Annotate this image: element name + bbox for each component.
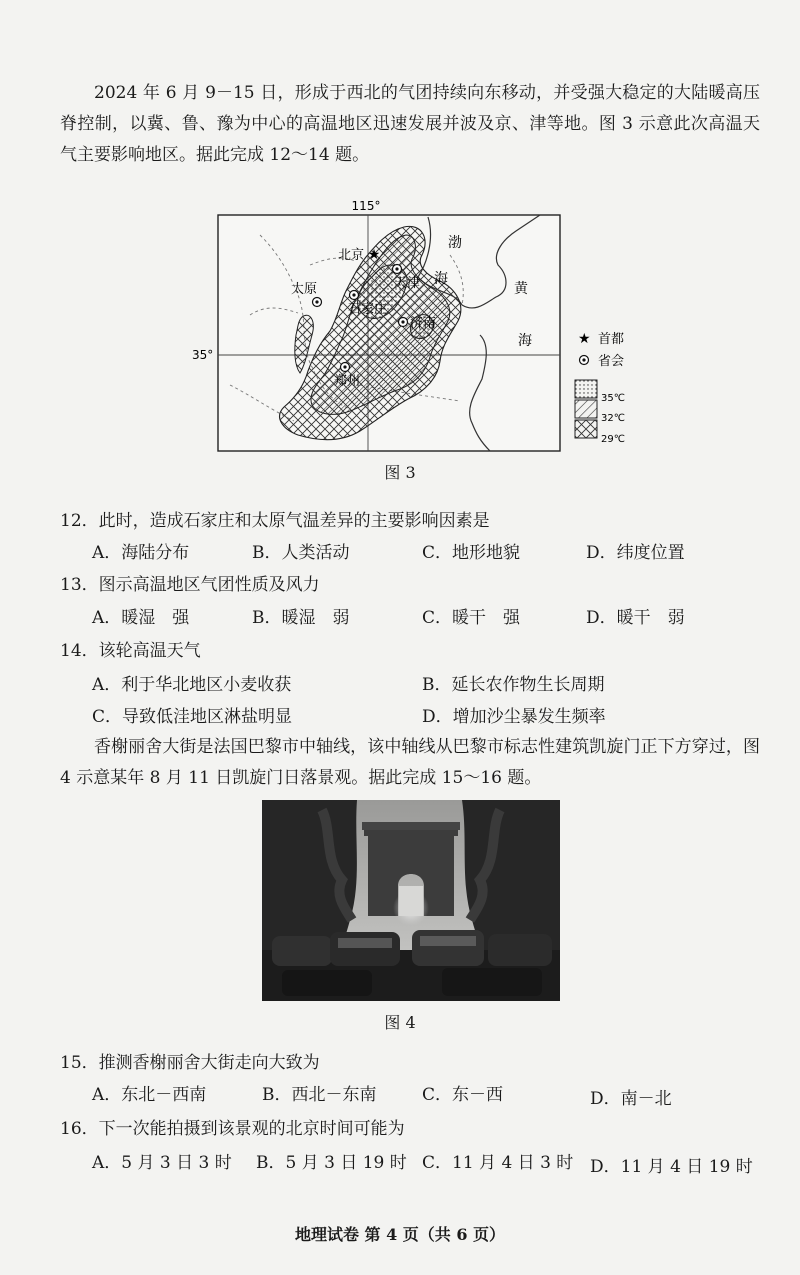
sea-huanghai-2: 海 [518,333,532,349]
province-capital-zhengzhou [341,363,350,372]
legend-32c: 32℃ [601,413,625,424]
place-beijing: 北京 [338,248,365,263]
q12-option-b: B．人类活动 [252,543,350,563]
legend-capital-symbol: ★ [578,331,591,347]
legend-35c-swatch [575,380,597,398]
lat-label: 35° [192,348,214,362]
q15-option-b: B．西北－东南 [262,1085,377,1105]
q16-option-b: B．5 月 3 日 19 时 [256,1153,407,1173]
legend-province: 省会 [598,354,625,369]
q12-option-c: C．地形地貌 [422,543,521,563]
q14-option-c: C．导致低洼地区淋盐明显 [92,707,293,727]
question-13-stem: 13．图示高温地区气团性质及风力 [60,575,320,595]
q12-option-a: A．海陆分布 [92,543,190,563]
legend-capital: 首都 [598,332,625,347]
q13-option-d: D．暖干 弱 [586,608,685,628]
province-capital-shijiazhuang [350,291,359,300]
sea-bohai-1: 渤 [448,235,462,251]
legend-35c: 35℃ [601,393,625,404]
legend-29c-swatch [575,420,597,438]
q13-option-b: B．暖湿 弱 [252,608,350,628]
capital-symbol: ★ [367,247,381,263]
figure3-map [190,195,650,457]
q15-option-d: D．南－北 [590,1089,672,1109]
intro-paragraph-1: 2024 年 6 月 9－15 日，形成于西北的气团持续向东移动，并受强大稳定的大陆暖高压脊控制，以冀、鲁、豫为中心的高温地区迅速发展并波及京、津等地。图 3 示意此次高温天气主要影响地区。据此完成 12～14 题。 [60,83,760,165]
place-zhengzhou: 郑州 [334,374,361,389]
question-14-stem: 14．该轮高温天气 [60,641,201,661]
place-taiyuan: 太原 [291,282,318,297]
legend-32c-swatch [575,400,597,418]
lon-label: 115° [351,199,381,213]
province-capital-taiyuan [313,298,322,307]
page-footer: 地理试卷 第 4 页（共 6 页） [294,1225,506,1244]
q14-option-b: B．延长农作物生长周期 [422,675,605,695]
q12-option-d: D．纬度位置 [586,543,685,563]
place-tianjin: 天津 [394,276,421,291]
province-capital-tianjin [393,265,402,274]
q16-option-a: A．5 月 3 日 3 时 [92,1153,232,1173]
place-shijiazhuang: 石家庄 [348,302,388,317]
question-15-stem: 15．推测香榭丽舍大街走向大致为 [60,1053,320,1073]
question-16-stem: 16．下一次能拍摄到该景观的北京时间可能为 [60,1119,405,1139]
q15-option-c: C．东－西 [422,1085,504,1105]
question-12-stem: 12．此时，造成石家庄和太原气温差异的主要影响因素是 [60,511,490,531]
q14-option-d: D．增加沙尘暴发生频率 [422,707,606,727]
sea-huanghai-1: 黄 [514,281,528,297]
intro-paragraph-2: 香榭丽舍大街是法国巴黎市中轴线，该中轴线从巴黎市标志性建筑凯旋门正下方穿过，图 4 示意某年 8 月 11 日凯旋门日落景观。据此完成 15～16 题。 [60,737,760,788]
figure3-caption: 图 3 [384,463,416,482]
province-capital-jinan [399,318,408,327]
legend-29c: 29℃ [601,434,625,445]
q14-option-a: A．利于华北地区小麦收获 [92,675,292,695]
q16-option-d: D．11 月 4 日 19 时 [590,1157,753,1177]
q15-option-a: A．东北－西南 [92,1085,207,1105]
figure4-caption: 图 4 [384,1013,416,1032]
sea-bohai-2: 海 [434,271,448,287]
figure4-photo [262,800,560,1001]
legend-province-symbol [580,356,589,365]
q16-option-c: C．11 月 4 日 3 时 [422,1153,574,1173]
q13-option-c: C．暖干 强 [422,608,521,628]
q13-option-a: A．暖湿 强 [92,608,190,628]
place-jinan: 济南 [410,316,437,331]
